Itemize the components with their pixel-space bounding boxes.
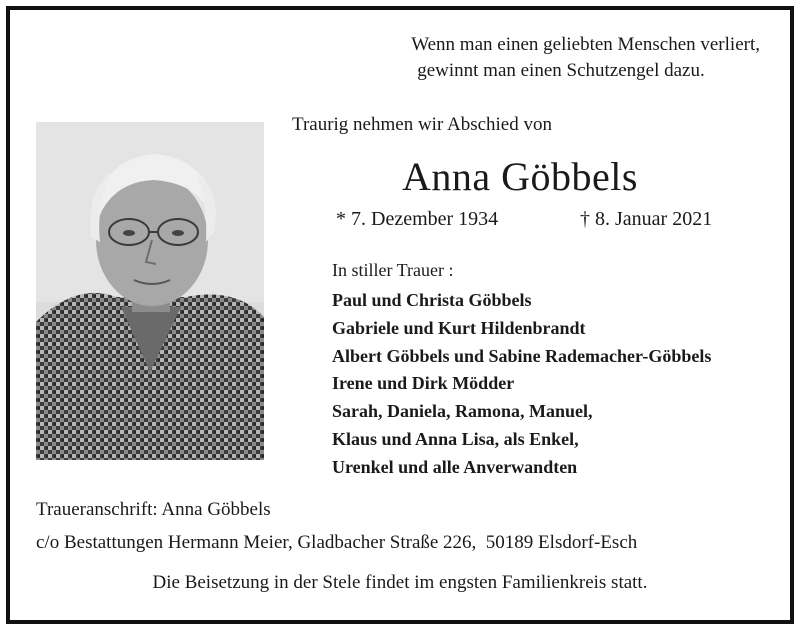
mourning-address bbox=[36, 493, 637, 559]
mourners-list bbox=[332, 287, 711, 482]
mourner-item: Irene und Dirk Mödder bbox=[332, 373, 515, 394]
death-symbol: † bbox=[580, 208, 590, 230]
intro-text: Traurig nehmen wir Abschied von bbox=[292, 114, 552, 135]
mourner-item: Sarah, Daniela, Ramona, Manuel, bbox=[332, 401, 593, 422]
birth-date-text: 7. Dezember 1934 bbox=[351, 208, 499, 230]
burial-notice: Die Beisetzung in der Stele findet im engsten Familienkreis statt. bbox=[152, 572, 648, 593]
mourner-item: Paul und Christa Göbbels bbox=[332, 290, 532, 310]
birth-symbol: * bbox=[336, 208, 346, 230]
mourner-item: Albert Göbbels und Sabine Rademacher-Göbbels bbox=[332, 345, 712, 366]
motto-line-2: gewinnt man einen Schutzengel dazu. bbox=[417, 60, 705, 81]
motto-quote bbox=[411, 32, 760, 84]
mourner-item: Klaus und Anna Lisa, als Enkel, bbox=[332, 428, 579, 449]
deceased-name: Anna Göbbels bbox=[402, 154, 638, 199]
death-date-text: 8. Januar 2021 bbox=[595, 208, 713, 230]
portrait-photo bbox=[36, 122, 264, 460]
address-line-1: Traueranschrift: Anna Göbbels bbox=[36, 499, 271, 520]
mourning-label: In stiller Trauer : bbox=[332, 260, 454, 280]
obituary-card bbox=[6, 6, 794, 624]
mourner-item: Gabriele und Kurt Hildenbrandt bbox=[332, 317, 586, 338]
address-line-2: c/o Bestattungen Hermann Meier, Gladbacher Straße 226, 50189 Elsdorf-Esch bbox=[36, 532, 638, 553]
portrait-illustration bbox=[36, 122, 264, 460]
birth-date bbox=[336, 208, 498, 231]
mourner-item: Urenkel und alle Anverwandten bbox=[332, 456, 578, 477]
motto-line-1: Wenn man einen geliebten Menschen verliert, bbox=[411, 34, 760, 55]
death-date bbox=[580, 208, 712, 231]
